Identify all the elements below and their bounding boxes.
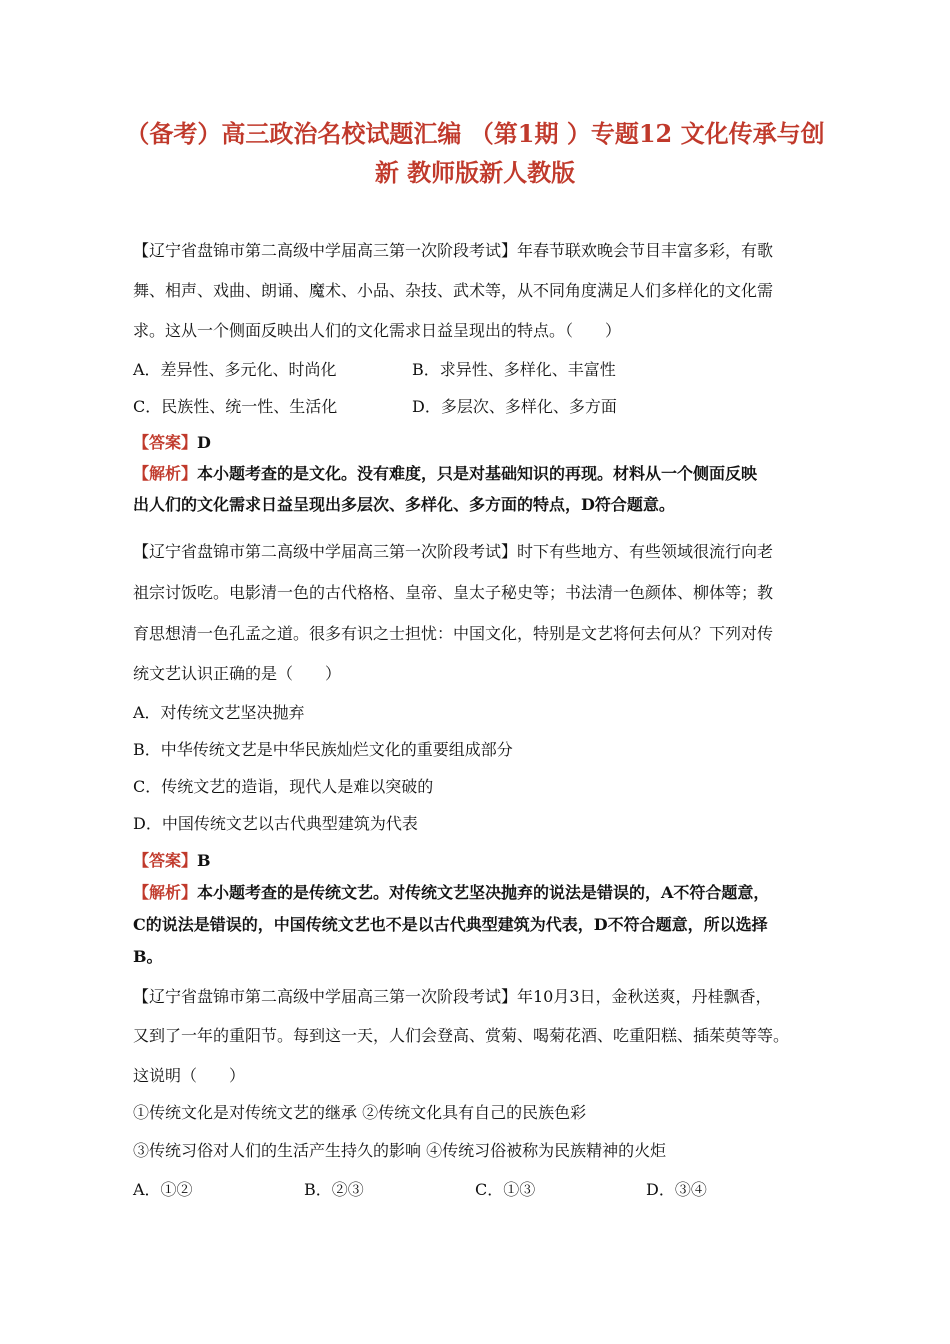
question-3-stem-line-2: 又到了一年的重阳节。每到这一天，人们会登高、赏菊、喝菊花酒、吃重阳糕、插茱萸等等。	[133, 1026, 790, 1045]
question-2-analysis-line-1	[133, 880, 833, 903]
question-3-stem-line-1: 【辽宁省盘锦市第二高级中学届高三第一次阶段考试】年10月3日，金秋送爽，丹桂飘香，	[133, 987, 772, 1006]
analysis-text: 本小题考查的是传统文艺。对传统文艺坚决抛弃的说法是错误的，A不符合题意，	[197, 883, 770, 902]
question-1-option-a: A．差异性、多元化、时尚化	[133, 360, 337, 379]
question-2-stem-line-3: 育思想清一色孔孟之道。很多有识之士担忧：中国文化，特别是文艺将何去何从？下列对传	[133, 624, 774, 643]
question-1-analysis-line-1	[133, 461, 833, 484]
question-1-option-b: B．求异性、多样化、丰富性	[412, 360, 616, 379]
question-2-analysis-line-3: B。	[133, 947, 163, 966]
answer-value: D	[197, 433, 211, 452]
question-3-statement-line-2: ③传统习俗对人们的生活产生持久的影响 ④传统习俗被称为民族精神的火炬	[133, 1141, 667, 1160]
analysis-text: 本小题考查的是文化。没有难度，只是对基础知识的再现。材料从一个侧面反映	[197, 464, 758, 483]
question-1-option-c: C．民族性、统一性、生活化	[133, 397, 338, 416]
question-2-option-d: D．中国传统文艺以古代典型建筑为代表	[133, 814, 418, 833]
analysis-label: 【解析】	[133, 464, 198, 483]
question-3-option-c: C．①③	[475, 1180, 536, 1199]
question-1-stem-line-2: 舞、相声、戏曲、朗诵、魔术、小品、杂技、武术等，从不同角度满足人们多样化的文化需	[133, 281, 774, 300]
question-2-option-c: C．传统文艺的造诣，现代人是难以突破的	[133, 777, 434, 796]
question-2-stem-line-4: 统文艺认识正确的是（ ）	[133, 664, 342, 683]
document-title-line-2: 新 教师版新人教版	[374, 158, 576, 187]
question-2-stem-line-2: 祖宗讨饭吃。电影清一色的古代格格、皇帝、皇太子秘史等；书法清一色颜体、柳体等；教	[133, 583, 774, 602]
question-3-stem-line-3: 这说明（ ）	[133, 1066, 246, 1085]
question-1-stem-line-3: 求。这从一个侧面反映出人们的文化需求日益呈现出的特点。（ ）	[133, 321, 622, 340]
question-1-analysis-line-2: 出人们的文化需求日益呈现出多层次、多样化、多方面的特点，D符合题意。	[133, 495, 675, 514]
answer-label: 【答案】	[133, 851, 198, 870]
question-3-statement-line-1: ①传统文化是对传统文艺的继承 ②传统文化具有自己的民族色彩	[133, 1103, 587, 1122]
analysis-label: 【解析】	[133, 883, 198, 902]
document-title-line-1: （备考）高三政治名校试题汇编 （第1期 ）专题12 文化传承与创	[125, 119, 825, 148]
question-2-stem-line-1: 【辽宁省盘锦市第二高级中学届高三第一次阶段考试】时下有些地方、有些领域很流行向老	[133, 542, 774, 561]
question-2-analysis-line-2: C的说法是错误的，中国传统文艺也不是以古代典型建筑为代表，D不符合题意，所以选择	[133, 915, 768, 934]
question-1-answer	[133, 430, 833, 453]
question-3-option-a: A．①②	[133, 1180, 193, 1199]
question-1-option-d: D．多层次、多样化、多方面	[412, 397, 617, 416]
question-2-option-a: A．对传统文艺坚决抛弃	[133, 703, 305, 722]
answer-label: 【答案】	[133, 433, 198, 452]
question-3-option-d: D．③④	[646, 1180, 707, 1199]
question-2-option-b: B．中华传统文艺是中华民族灿烂文化的重要组成部分	[133, 740, 513, 759]
question-3-option-b: B．②③	[304, 1180, 364, 1199]
question-2-answer	[133, 848, 833, 871]
question-1-stem-line-1: 【辽宁省盘锦市第二高级中学届高三第一次阶段考试】年春节联欢晚会节目丰富多彩，有歌	[133, 241, 774, 260]
answer-value: B	[197, 851, 211, 870]
